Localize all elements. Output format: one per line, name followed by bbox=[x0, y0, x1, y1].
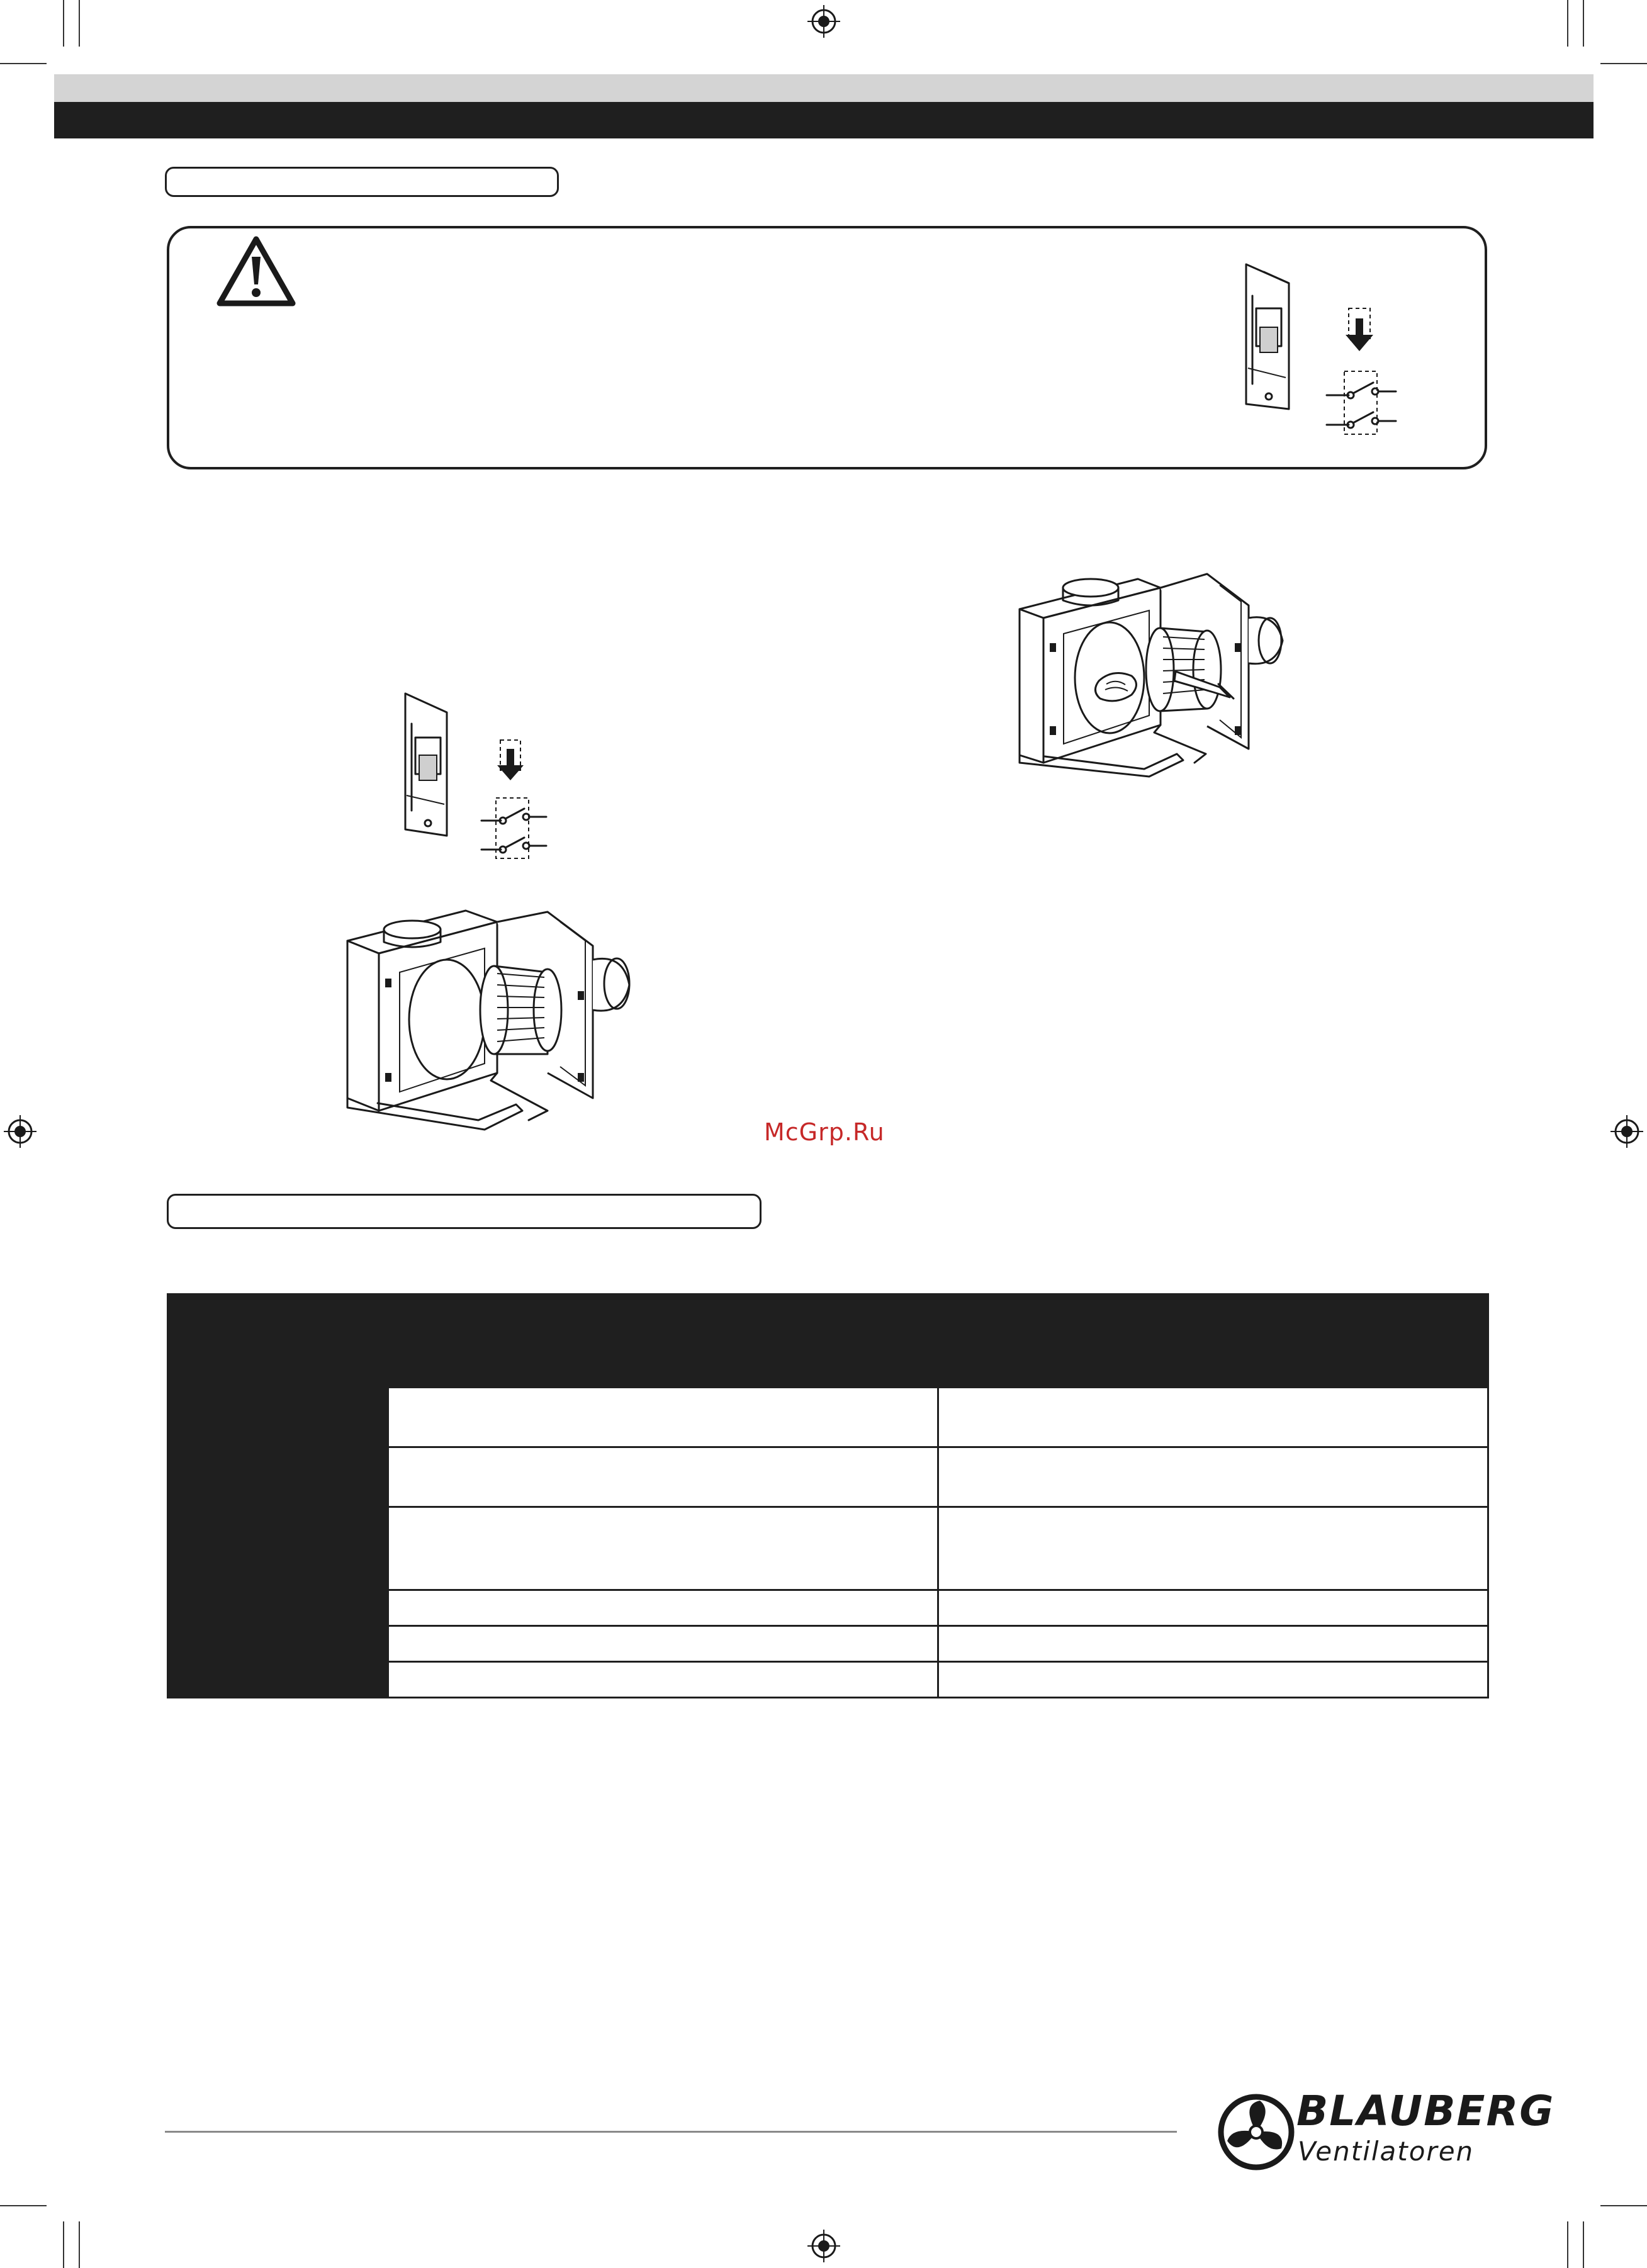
footer-rule bbox=[165, 2131, 1177, 2133]
header-problem bbox=[168, 1294, 388, 1388]
header-grey-bar bbox=[54, 74, 1594, 102]
table-cell bbox=[938, 1507, 1488, 1590]
circuit-breaker-icon bbox=[1239, 258, 1418, 441]
table-cell bbox=[388, 1507, 938, 1590]
brand-wordmark: BLAUBERG bbox=[1296, 2087, 1555, 2135]
warning-triangle-icon bbox=[216, 235, 296, 308]
registration-mark-icon bbox=[807, 2230, 840, 2262]
table-cell bbox=[938, 1590, 1488, 1626]
brand-subtitle: Ventilatoren bbox=[1298, 2136, 1475, 2167]
blauberg-fan-logo-icon bbox=[1216, 2092, 1296, 2172]
row-group-label bbox=[168, 1388, 388, 1507]
table-cell bbox=[388, 1662, 938, 1698]
registration-mark-icon bbox=[807, 5, 840, 38]
row-group-label bbox=[168, 1507, 388, 1590]
table-cell bbox=[938, 1447, 1488, 1507]
table-cell bbox=[388, 1626, 938, 1662]
section-title-troubleshooting bbox=[167, 1194, 762, 1229]
table-cell bbox=[388, 1447, 938, 1507]
header-black-bar bbox=[54, 102, 1594, 138]
circuit-breaker-icon bbox=[396, 687, 566, 860]
header-cause bbox=[388, 1294, 938, 1388]
table-cell bbox=[388, 1388, 938, 1447]
table-row bbox=[168, 1590, 1488, 1626]
table-cell bbox=[938, 1388, 1488, 1447]
table-cell bbox=[938, 1626, 1488, 1662]
table-cell bbox=[938, 1662, 1488, 1698]
table-cell bbox=[388, 1590, 938, 1626]
table-row bbox=[168, 1388, 1488, 1447]
troubleshooting-table bbox=[167, 1293, 1489, 1698]
row-group-label bbox=[168, 1590, 388, 1698]
registration-mark-icon bbox=[4, 1115, 37, 1148]
registration-mark-icon bbox=[1610, 1115, 1643, 1148]
fan-unit-icon bbox=[1006, 555, 1333, 807]
fan-unit-icon bbox=[340, 903, 667, 1155]
section-title-maintenance bbox=[165, 167, 559, 197]
table-row bbox=[168, 1507, 1488, 1590]
table-header-row bbox=[168, 1294, 1488, 1388]
watermark-text: McGrp.Ru bbox=[764, 1118, 885, 1146]
header-remedy bbox=[938, 1294, 1488, 1388]
